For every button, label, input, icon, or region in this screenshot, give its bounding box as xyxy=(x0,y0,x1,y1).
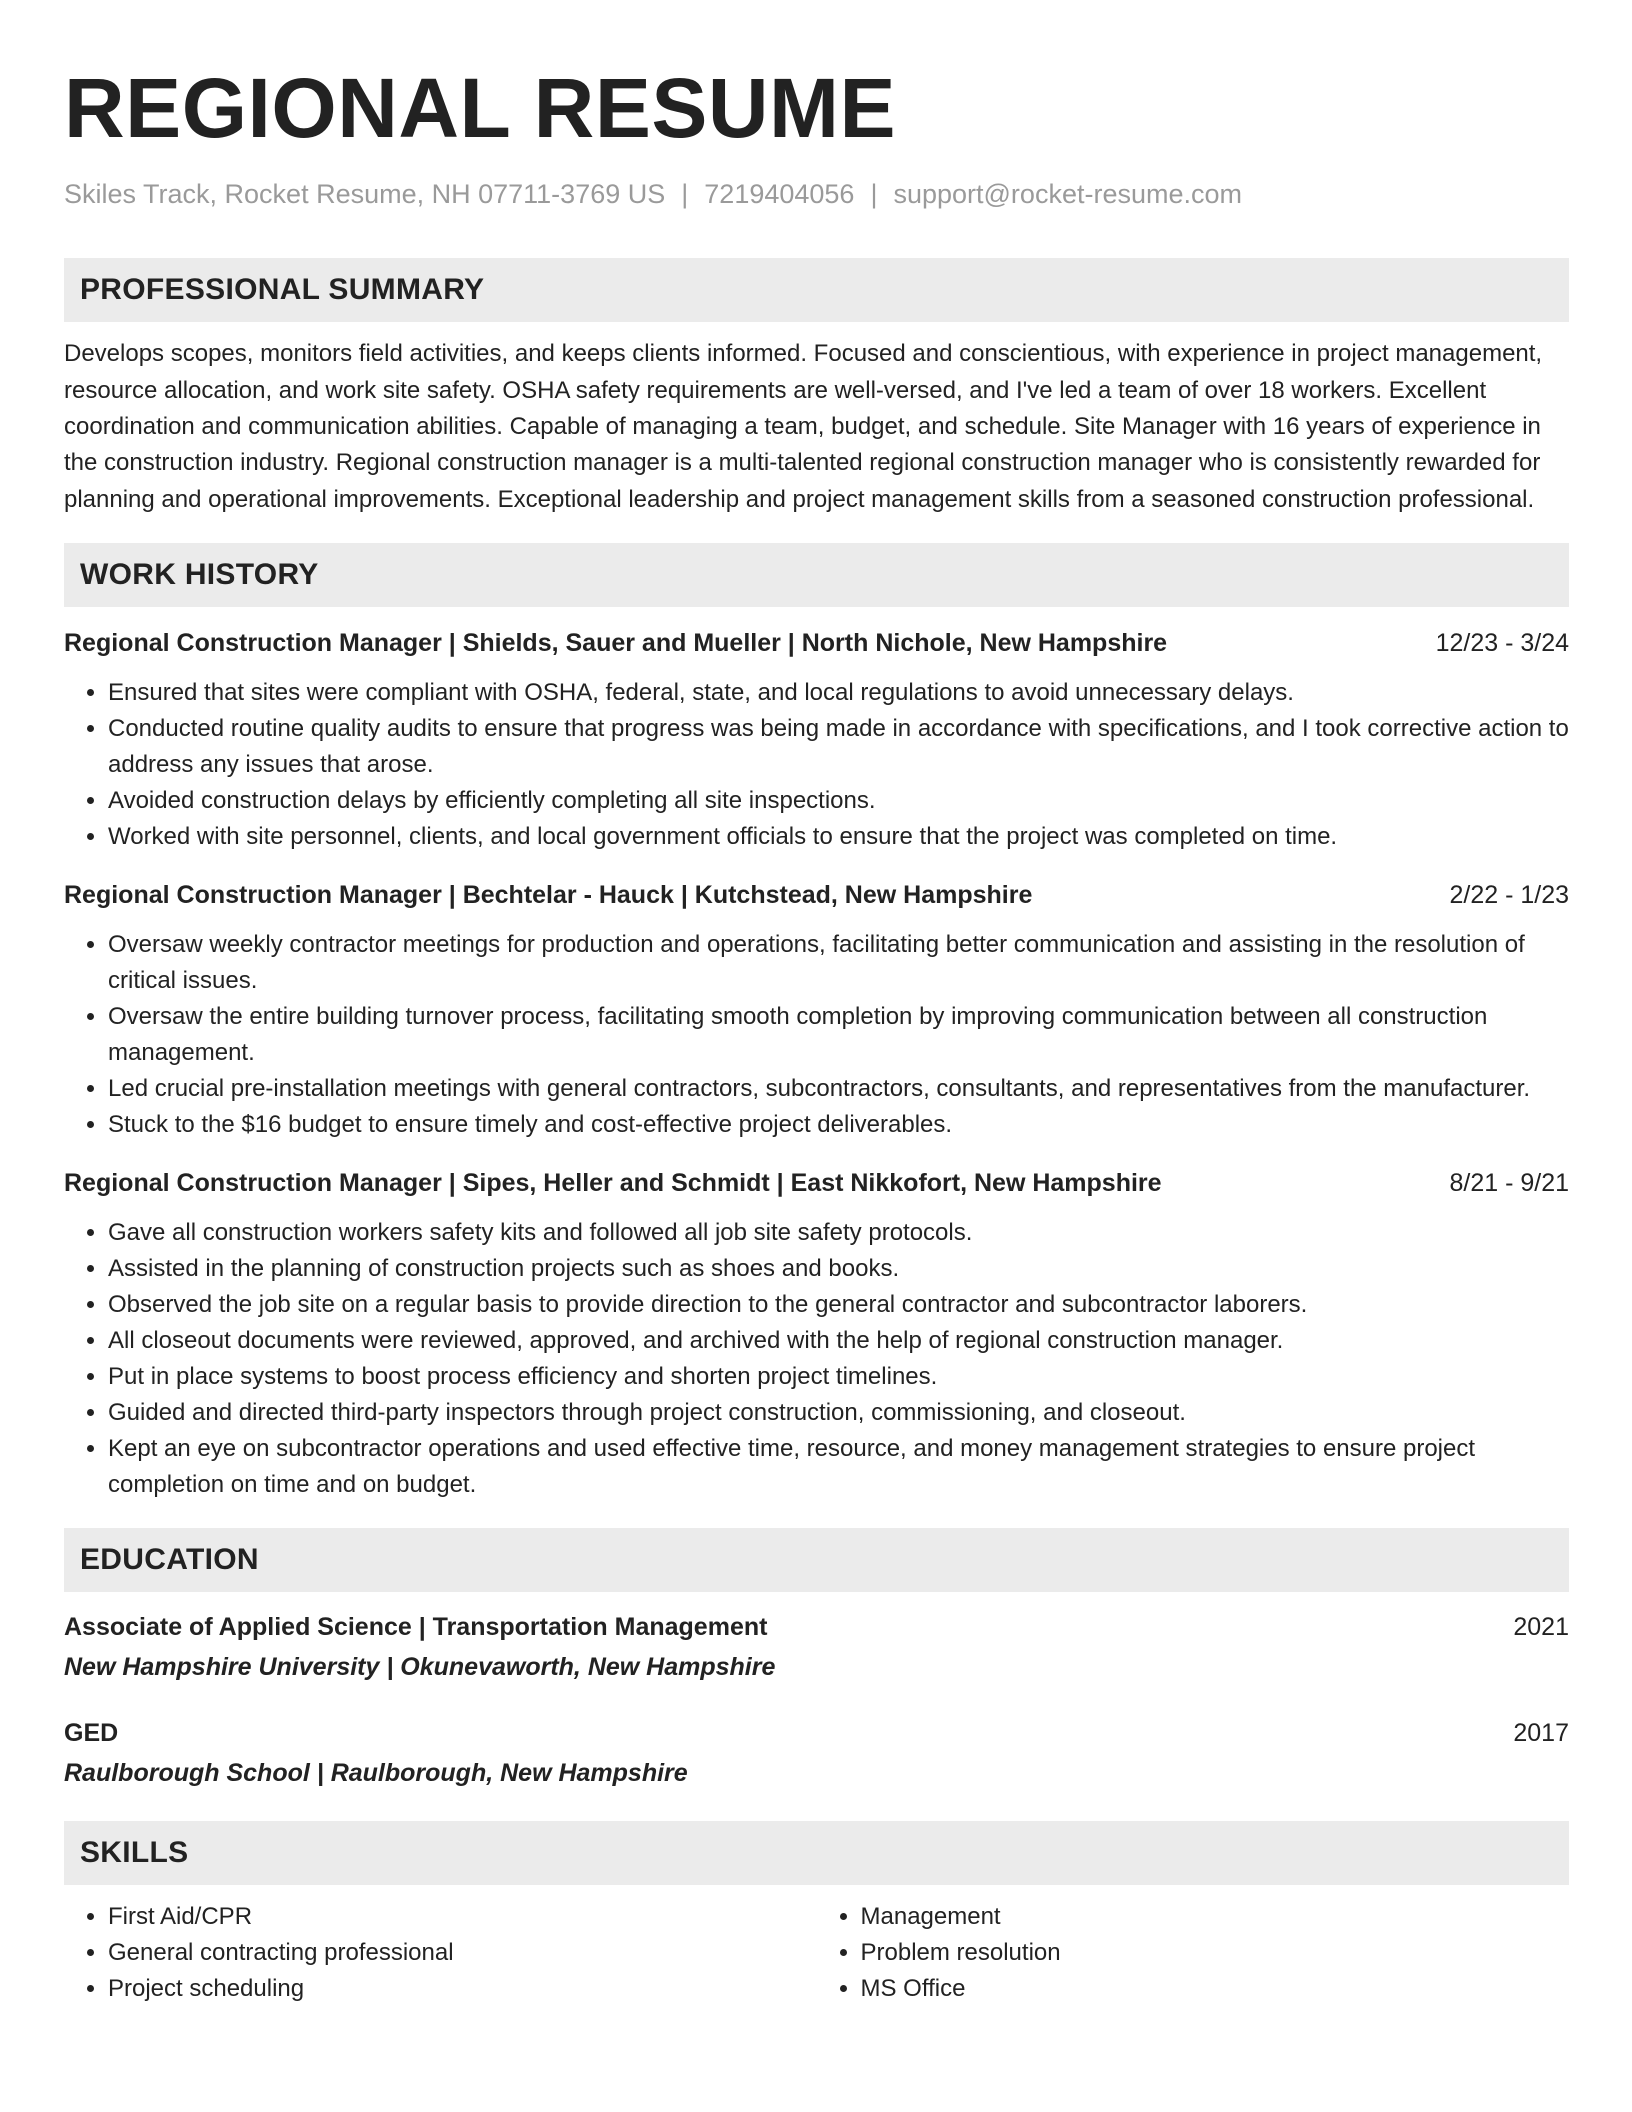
job-bullet: • Led crucial pre-installation meetings with general contractors, subcontractors, consultants, and representatives from the manufacturer. xyxy=(108,1071,1569,1107)
job-entry xyxy=(64,1165,1569,1503)
education-school: New Hampshire University | Okunevaworth, New Hampshire xyxy=(64,1652,776,1681)
contact-line xyxy=(64,178,1569,210)
job-title: Regional Construction Manager | Sipes, Heller and Schmidt | East Nikkofort, New Hampshire xyxy=(64,1168,1162,1197)
job-bullet: • Put in place systems to boost process efficiency and shorten project timelines. xyxy=(108,1359,1569,1395)
job-bullet: • Observed the job site on a regular basis to provide direction to the general contractor and subcontractor laborers. xyxy=(108,1287,1569,1323)
job-bullet: • Gave all construction workers safety kits and followed all job site safety protocols. xyxy=(108,1215,1569,1251)
education-entry xyxy=(64,1715,1569,1791)
job-entry xyxy=(64,877,1569,1143)
job-title: Regional Construction Manager | Bechtelar - Hauck | Kutchstead, New Hampshire xyxy=(64,880,1033,909)
job-header xyxy=(64,1165,1569,1201)
job-bullets xyxy=(64,1215,1569,1503)
job-bullet: • Avoided construction delays by efficiently completing all site inspections. xyxy=(108,783,1569,819)
job-bullet: • Assisted in the planning of construction projects such as shoes and books. xyxy=(108,1251,1569,1287)
education-year: 2017 xyxy=(1513,1718,1569,1747)
job-bullet: • Stuck to the $16 budget to ensure timely and cost-effective project deliverables. xyxy=(108,1107,1569,1143)
education-heading: EDUCATION xyxy=(64,1528,1569,1592)
job-title: Regional Construction Manager | Shields, Sauer and Mueller | North Nichole, New Hampshire xyxy=(64,628,1168,657)
summary-text: Develops scopes, monitors field activities, and keeps clients informed. Focused and conscientious, with experience in project management, resource allocation, and work site safety. OSHA safety requirements are well-versed, and I've led a team of over 18 workers. Excellent coordination and communication abilities. Capable of managing a team, budget, and schedule. Site Manager with 16 years of experience in the construction industry. Regional construction manager is a multi-talented regional construction manager who is consistently rewarded for planning and operational improvements. Exceptional leadership and project management skills from a seasoned construction professional. xyxy=(64,340,1543,513)
job-bullets xyxy=(64,675,1569,855)
job-dates: 2/22 - 1/23 xyxy=(1449,880,1569,909)
work-history-heading: WORK HISTORY xyxy=(64,543,1569,607)
education-school: Raulborough School | Raulborough, New Hampshire xyxy=(64,1758,688,1787)
job-bullet: • Oversaw the entire building turnover process, facilitating smooth completion by improving communication between all construction management. xyxy=(108,999,1569,1071)
education-header xyxy=(64,1715,1569,1751)
job-dates: 8/21 - 9/21 xyxy=(1449,1168,1569,1197)
job-bullets xyxy=(64,927,1569,1143)
skills-heading: SKILLS xyxy=(64,1821,1569,1885)
skill-item: • Problem resolution xyxy=(861,1935,1570,1971)
education-header xyxy=(64,1609,1569,1645)
contact-phone: 7219404056 xyxy=(704,179,855,209)
skill-item: • First Aid/CPR xyxy=(108,1899,817,1935)
contact-address: Skiles Track, Rocket Resume, NH 07711-3769 US xyxy=(64,179,666,209)
job-bullet: • Worked with site personnel, clients, and local government officials to ensure that the project was completed on time. xyxy=(108,819,1569,855)
skill-item: • General contracting professional xyxy=(108,1935,817,1971)
skills-grid xyxy=(64,1899,1569,2007)
education-degree: GED xyxy=(64,1718,119,1747)
job-bullet: • Ensured that sites were compliant with OSHA, federal, state, and local regulations to avoid unnecessary delays. xyxy=(108,675,1569,711)
job-bullet: • Kept an eye on subcontractor operations and used effective time, resource, and money management strategies to ensure project completion on time and on budget. xyxy=(108,1431,1569,1503)
job-bullet: • Oversaw weekly contractor meetings for production and operations, facilitating better communication and assisting in the resolution of critical issues. xyxy=(108,927,1569,999)
contact-email: support@rocket-resume.com xyxy=(893,179,1242,209)
skill-item: • Project scheduling xyxy=(108,1971,817,2007)
job-bullet: • All closeout documents were reviewed, approved, and archived with the help of regional construction manager. xyxy=(108,1323,1569,1359)
job-bullet: • Guided and directed third-party inspectors through project construction, commissioning, and closeout. xyxy=(108,1395,1569,1431)
job-bullet: • Conducted routine quality audits to ensure that progress was being made in accordance with specifications, and I took corrective action to address any issues that arose. xyxy=(108,711,1569,783)
job-header xyxy=(64,877,1569,913)
skills-column-left xyxy=(64,1899,817,2007)
education-entry xyxy=(64,1609,1569,1685)
contact-separator: | xyxy=(681,179,689,209)
education-year: 2021 xyxy=(1513,1612,1569,1641)
skill-item: • Management xyxy=(861,1899,1570,1935)
job-dates: 12/23 - 3/24 xyxy=(1435,628,1569,657)
skill-item: • MS Office xyxy=(861,1971,1570,2007)
education-degree: Associate of Applied Science | Transportation Management xyxy=(64,1612,768,1641)
skills-column-right xyxy=(817,1899,1570,2007)
contact-separator: | xyxy=(870,179,878,209)
job-header xyxy=(64,625,1569,661)
job-entry xyxy=(64,625,1569,855)
resume-name: REGIONAL RESUME xyxy=(64,61,897,155)
summary-heading: PROFESSIONAL SUMMARY xyxy=(64,258,1569,322)
